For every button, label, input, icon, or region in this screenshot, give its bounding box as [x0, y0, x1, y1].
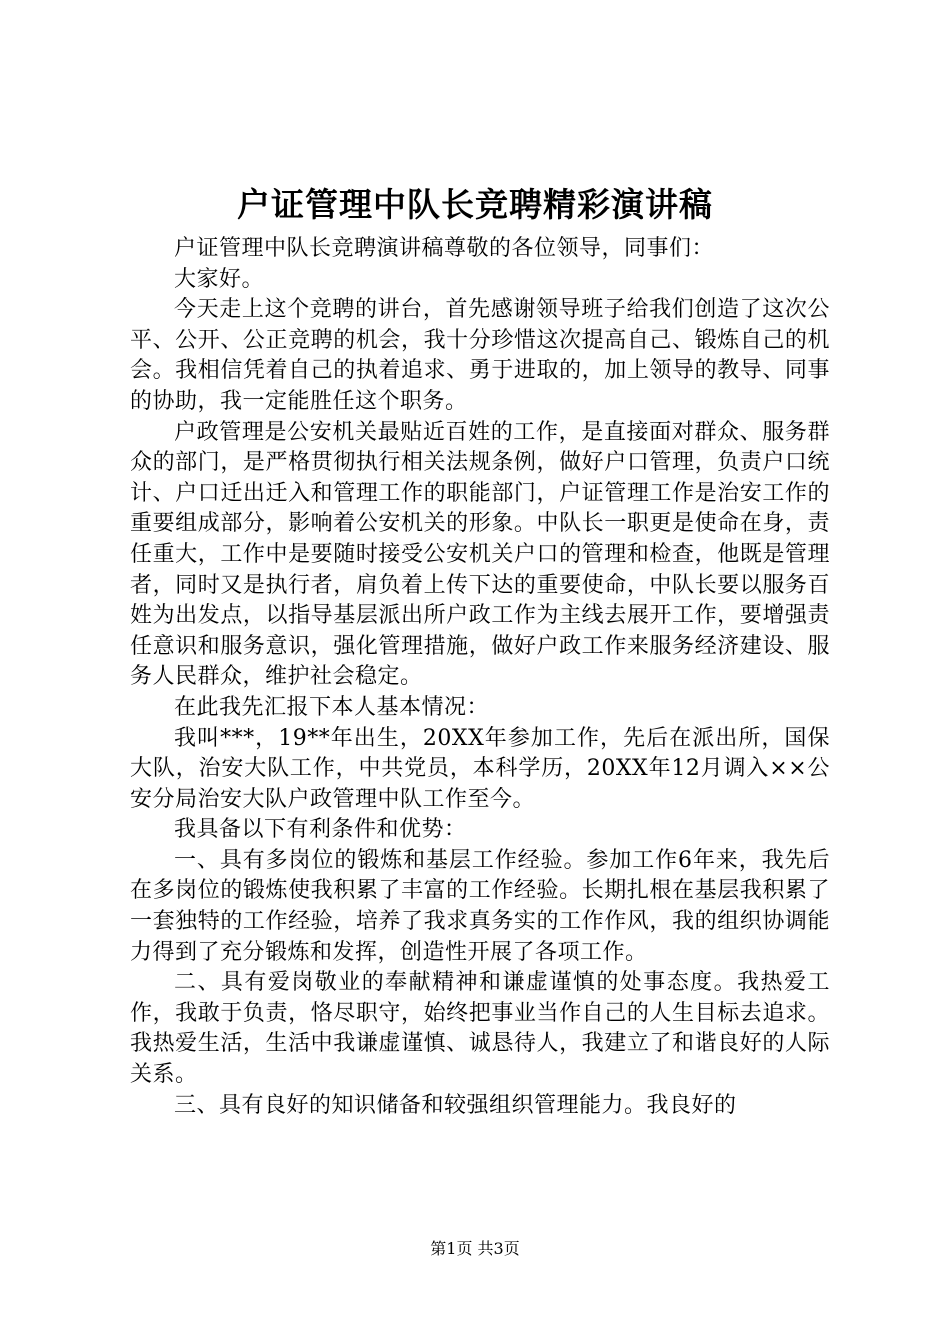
paragraph-opening: 今天走上这个竞聘的讲台，首先感谢领导班子给我们创造了这次公平、公开、公正竞聘的机会，我十分珍惜这次提高自己、锻炼自己的机会。我相信凭着自己的执着追求、勇于进取的，加上领导的教导、同事的协助，我一定能胜任这个职务。: [130, 297, 830, 414]
paragraph-advantage-two: 二、具有爱岗敬业的奉献精神和谦虚谨慎的处事态度。我热爱工作，我敢于负责，恪尽职守，始终把事业当作自己的人生目标去追求。我热爱生活，生活中我谦虚谨慎、诚恳待人，我建立了和谐良好的人际关系。: [130, 970, 830, 1088]
page-footer: 第1页 共3页: [430, 1239, 520, 1258]
paragraph-advantage-one: 一、具有多岗位的锻炼和基层工作经验。参加工作6年来，我先后在多岗位的锻炼使我积累了丰富的工作经验。长期扎根在基层我积累了一套独特的工作经验，培养了我求真务实的工作作风，我的组织协调能力得到了充分锻炼和发挥，创造性开展了各项工作。: [130, 847, 830, 965]
document-title: 户证管理中队长竞聘精彩演讲稿: [237, 185, 713, 224]
paragraph-greeting: 大家好。: [174, 266, 265, 292]
paragraph-intro-advantages: 我具备以下有利条件和优势：: [174, 817, 467, 843]
document-body: [130, 234, 830, 1121]
paragraph-basic-info: 我叫***，19**年出生，20XX年参加工作，先后在派出所，国保大队，治安大队工作，中共党员，本科学历，20XX年12月调入××公安分局治安大队户政管理中队工作至今。: [130, 725, 830, 812]
paragraph-role-description: 户政管理是公安机关最贴近百姓的工作，是直接面对群众、服务群众的部门，是严格贯彻执行相关法规条例，做好户口管理，负责户口统计、户口迁出迁入和管理工作的职能部门，户证管理工作是治安工作的重要组成部分，影响着公安机关的形象。中队长一职更是使命在身，责任重大，工作中是要随时接受公安机关户口的管理和检查，他既是管理者，同时又是执行者，肩负着上传下达的重要使命，中队长要以服务百姓为出发点，以指导基层派出所户政工作为主线去展开工作，要增强责任意识和服务意识，强化管理措施，做好户政工作来服务经济建设、服务人民群众，维护社会稳定。: [130, 419, 830, 690]
paragraph-intro-basic-info: 在此我先汇报下本人基本情况：: [174, 694, 490, 720]
paragraph-advantage-three: 三、具有良好的知识储备和较强组织管理能力。我良好的: [174, 1092, 737, 1118]
paragraph-salutation: 户证管理中队长竞聘演讲稿尊敬的各位领导，同事们：: [174, 236, 715, 261]
